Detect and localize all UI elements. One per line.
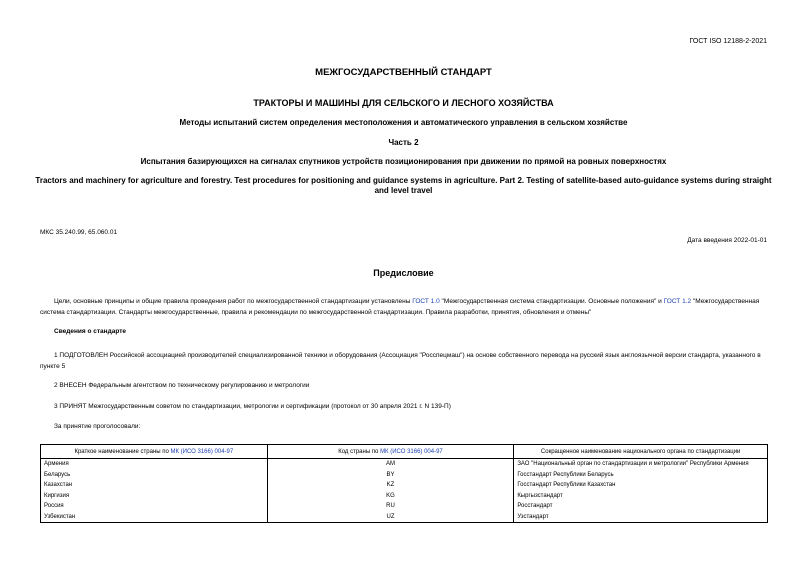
gost-1-2-link[interactable]: ГОСТ 1.2 bbox=[663, 298, 692, 305]
table-row bbox=[41, 512, 768, 523]
header-country-text: Краткое наименование страны по bbox=[74, 448, 171, 455]
national-body: ЗАО "Национальный орган по стандартизации и метрологии" Республики Армения bbox=[514, 459, 768, 470]
intro-date: Дата введения 2022-01-01 bbox=[687, 237, 767, 244]
national-body: Узстандарт bbox=[514, 512, 768, 523]
header-country-code bbox=[267, 445, 514, 459]
header-country-name bbox=[41, 445, 268, 459]
table-row bbox=[41, 480, 768, 491]
foreword-text-a: Цели, основные принципы и общие правила проведения работ по межгосударственной стандартизации установлены bbox=[54, 298, 413, 305]
country-name: Россия bbox=[41, 501, 268, 512]
country-name: Беларусь bbox=[41, 470, 268, 481]
country-name: Узбекистан bbox=[41, 512, 268, 523]
country-code: RU bbox=[267, 501, 514, 512]
table-row bbox=[41, 459, 768, 470]
country-code: KZ bbox=[267, 480, 514, 491]
national-body: Росстандарт bbox=[514, 501, 768, 512]
english-title: Tractors and machinery for agriculture and forestry. Test procedures for positioning and guidance systems in agriculture. Part 2. Testing of satellite-based auto-guidance systems during straight and level travel bbox=[35, 176, 772, 195]
mk-iso-link[interactable]: МК (ИСО 3166) 004-97 bbox=[170, 448, 234, 455]
table-row bbox=[41, 501, 768, 512]
national-body: Кыргызстандарт bbox=[514, 491, 768, 502]
country-code: KG bbox=[267, 491, 514, 502]
table-row bbox=[41, 491, 768, 502]
gost-code: ГОСТ ISO 12188-2-2021 bbox=[689, 38, 767, 45]
standard-info-heading: Сведения о стандарте bbox=[54, 328, 127, 335]
voted-for: За принятие проголосовали: bbox=[54, 423, 141, 430]
subject-title: ТРАКТОРЫ И МАШИНЫ ДЛЯ СЕЛЬСКОГО И ЛЕСНОГО ХОЗЯЙСТВА bbox=[253, 98, 554, 108]
foreword-heading: Предисловие bbox=[373, 268, 434, 278]
header-code-text: Код страны по bbox=[338, 448, 381, 455]
standard-type-title: МЕЖГОСУДАРСТВЕННЫЙ СТАНДАРТ bbox=[315, 67, 492, 78]
foreword-paragraph bbox=[40, 296, 769, 318]
country-code: UZ bbox=[267, 512, 514, 523]
part-number: Часть 2 bbox=[388, 138, 419, 147]
part-title: Испытания базирующихся на сигналах спутников устройств позиционирования при движении по прямой на ровных поверхностях bbox=[140, 157, 667, 166]
country-name: Киргизия bbox=[41, 491, 268, 502]
item-adopted: 3 ПРИНЯТ Межгосударственным советом по стандартизации, метрологии и сертификации (протокол от 30 апреля 2021 г. N 139-П) bbox=[54, 403, 451, 410]
country-name: Армения bbox=[41, 459, 268, 470]
national-body: Госстандарт Республики Беларусь bbox=[514, 470, 768, 481]
item-prepared: 1 ПОДГОТОВЛЕН Российской ассоциацией производителей специализированной техники и оборудования (Ассоциация "Росспецмаш") на основе собственного перевода на русский язык англоязычной версии стандарта, указанного в пункте 5 bbox=[40, 352, 761, 370]
foreword-text-b: "Межгосударственная система стандартизации. Основные положения" и bbox=[439, 298, 664, 305]
item-submitted: 2 ВНЕСЕН Федеральным агентством по техническому регулированию и метрологии bbox=[54, 382, 310, 389]
header-national-body: Сокращенное наименование национального органа по стандартизации bbox=[514, 445, 768, 459]
foreword-text-c: "Межгосударственная система стандартизации. Стандарты межгосударственные, правила и рекомендации по межгосударственной стандартизации. Правила разработки, принятия, обновления и отмены" bbox=[40, 298, 760, 316]
table-row bbox=[41, 470, 768, 481]
gost-1-0-link[interactable]: ГОСТ 1.0 bbox=[412, 298, 440, 305]
country-name: Казахстан bbox=[41, 480, 268, 491]
voting-countries-table bbox=[40, 444, 768, 523]
mk-iso-link[interactable]: МК (ИСО 3166) 004-97 bbox=[380, 448, 443, 455]
national-body: Госстандарт Республики Казахстан bbox=[514, 480, 768, 491]
country-code: AM bbox=[267, 459, 514, 470]
mks-code: МКС 35.240.99, 65.060.01 bbox=[40, 229, 118, 236]
methods-title: Методы испытаний систем определения местоположения и автоматического управления в сельском хозяйстве bbox=[179, 118, 628, 127]
country-code: BY bbox=[267, 470, 514, 481]
table-header-row bbox=[41, 445, 768, 459]
